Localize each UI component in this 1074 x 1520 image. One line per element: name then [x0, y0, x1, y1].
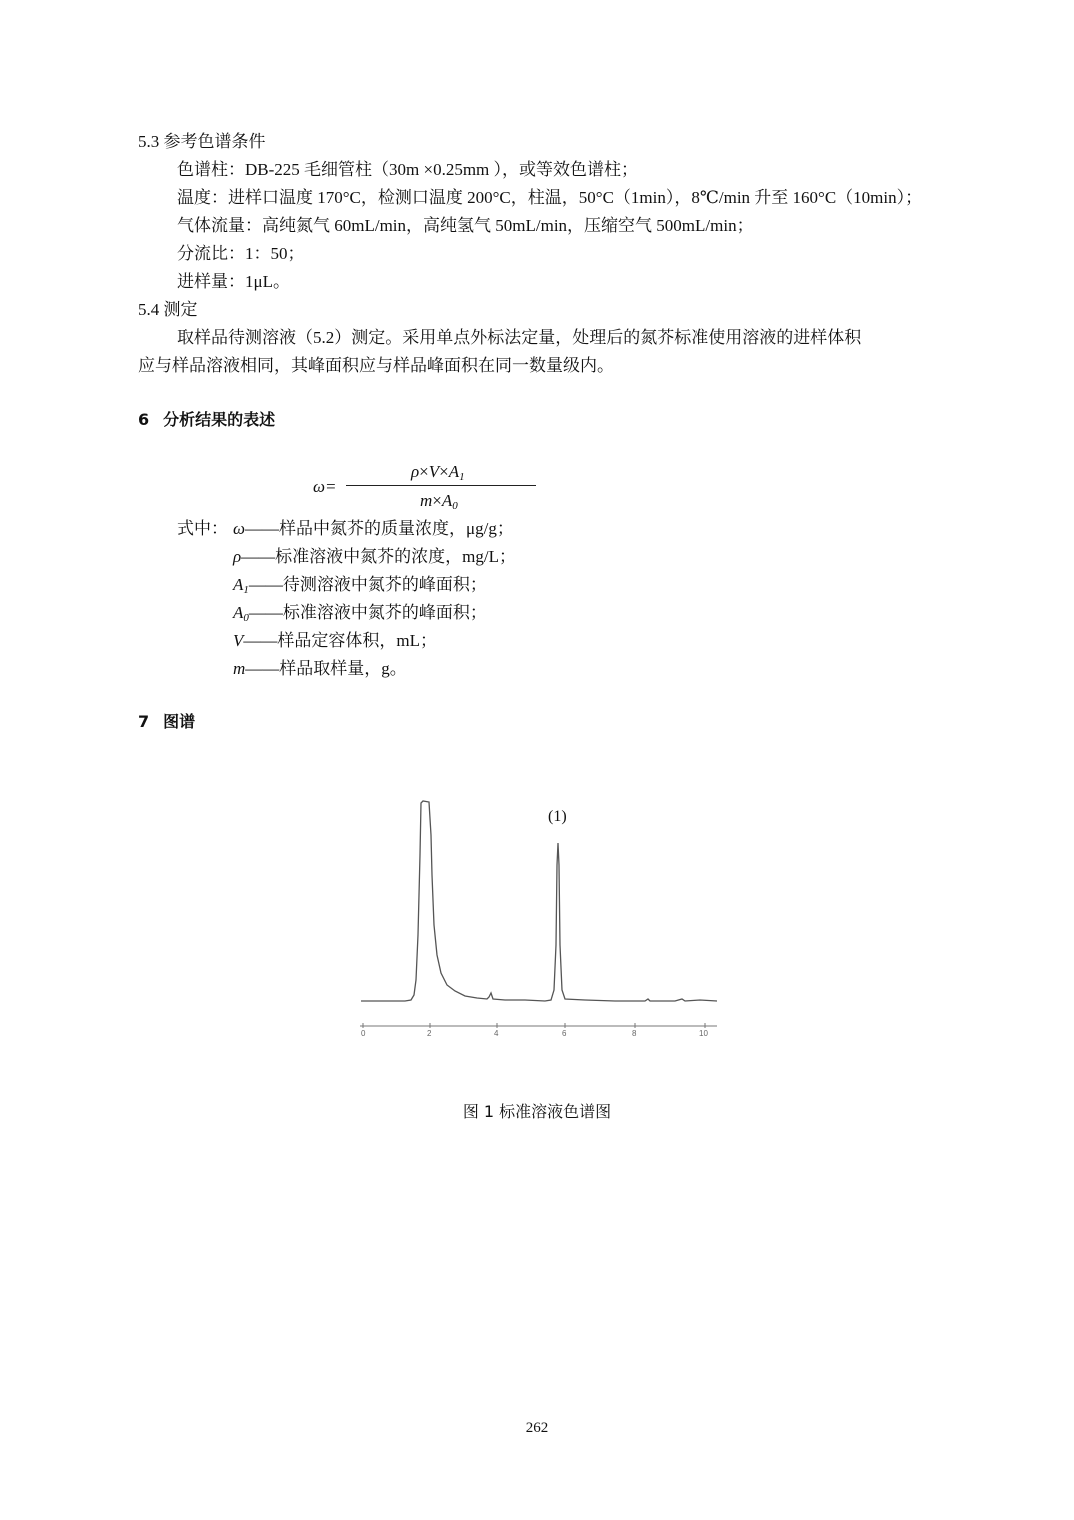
section-5-4-heading: 5.4 测定: [138, 300, 198, 319]
definition-a0: $A_0——$标准溶液中氮芥的峰面积；: [233, 603, 487, 624]
section-5-3-heading: 5.3 参考色谱条件: [138, 132, 266, 151]
definition-a1: $A_1——$待测溶液中氮芥的峰面积；: [233, 575, 487, 596]
peak-label: (1): [548, 808, 567, 825]
tick-label: 10: [699, 1029, 708, 1038]
column-condition: 色谱柱：DB-225 毛细管柱（30m ×0.25mm ），或等效色谱柱；: [177, 160, 639, 179]
formula-denominator: $m\times A_0$: [420, 491, 458, 512]
chromatogram-trace: [361, 801, 717, 1001]
tick-label: 4: [494, 1029, 499, 1038]
section-6-heading: [138, 409, 275, 431]
fraction-line: [346, 485, 536, 486]
measurement-text-line-2: 应与样品溶液相同，其峰面积应与样品峰面积在同一数量级内。: [138, 356, 614, 375]
definition-rho: ρ——标准溶液中氮芥的浓度，mg/L；: [233, 547, 517, 566]
gas-flow-condition: 气体流量：高纯氮气 60mL/min，高纯氢气 50mL/min，压缩空气 500mL/min；: [177, 216, 754, 235]
section-6-title: 分析结果的表述: [163, 410, 276, 429]
figure-caption: 图 1 标准溶液色谱图: [462, 1102, 612, 1121]
page-number: 262: [525, 1420, 549, 1436]
split-ratio-condition: 分流比：1：50；: [177, 244, 305, 263]
tick-label: 6: [562, 1029, 567, 1038]
where-label: 式中：: [177, 519, 228, 538]
chromatogram-figure: [355, 795, 725, 1045]
section-7-title: 图谱: [163, 712, 196, 731]
tick-label: 8: [632, 1029, 637, 1038]
definition-m: m——样品取样量，g。: [233, 659, 407, 678]
formula-numerator: $\rho\times V\times A_1$: [411, 462, 465, 483]
definition-omega: ω——样品中氮芥的质量浓度，μg/g；: [233, 519, 514, 538]
measurement-text-line-1: 取样品待测溶液（5.2）测定。采用单点外标法定量，处理后的氮芥标准使用溶液的进样体积: [177, 328, 862, 347]
section-7-heading: [138, 711, 195, 733]
section-7-number: 7: [138, 712, 150, 731]
formula-lhs: ω=: [313, 477, 337, 496]
temperature-condition: 温度：进样口温度 170°C，检测口温度 200°C，柱温，50°C（1min），8℃/min 升至 160°C（10min）；: [177, 188, 923, 207]
definition-v: V——样品定容体积，mL；: [233, 631, 437, 650]
tick-label: 0: [361, 1029, 366, 1038]
section-6-number: 6: [138, 410, 150, 429]
tick-label: 2: [427, 1029, 432, 1038]
injection-volume-condition: 进样量：1μL。: [177, 272, 290, 291]
